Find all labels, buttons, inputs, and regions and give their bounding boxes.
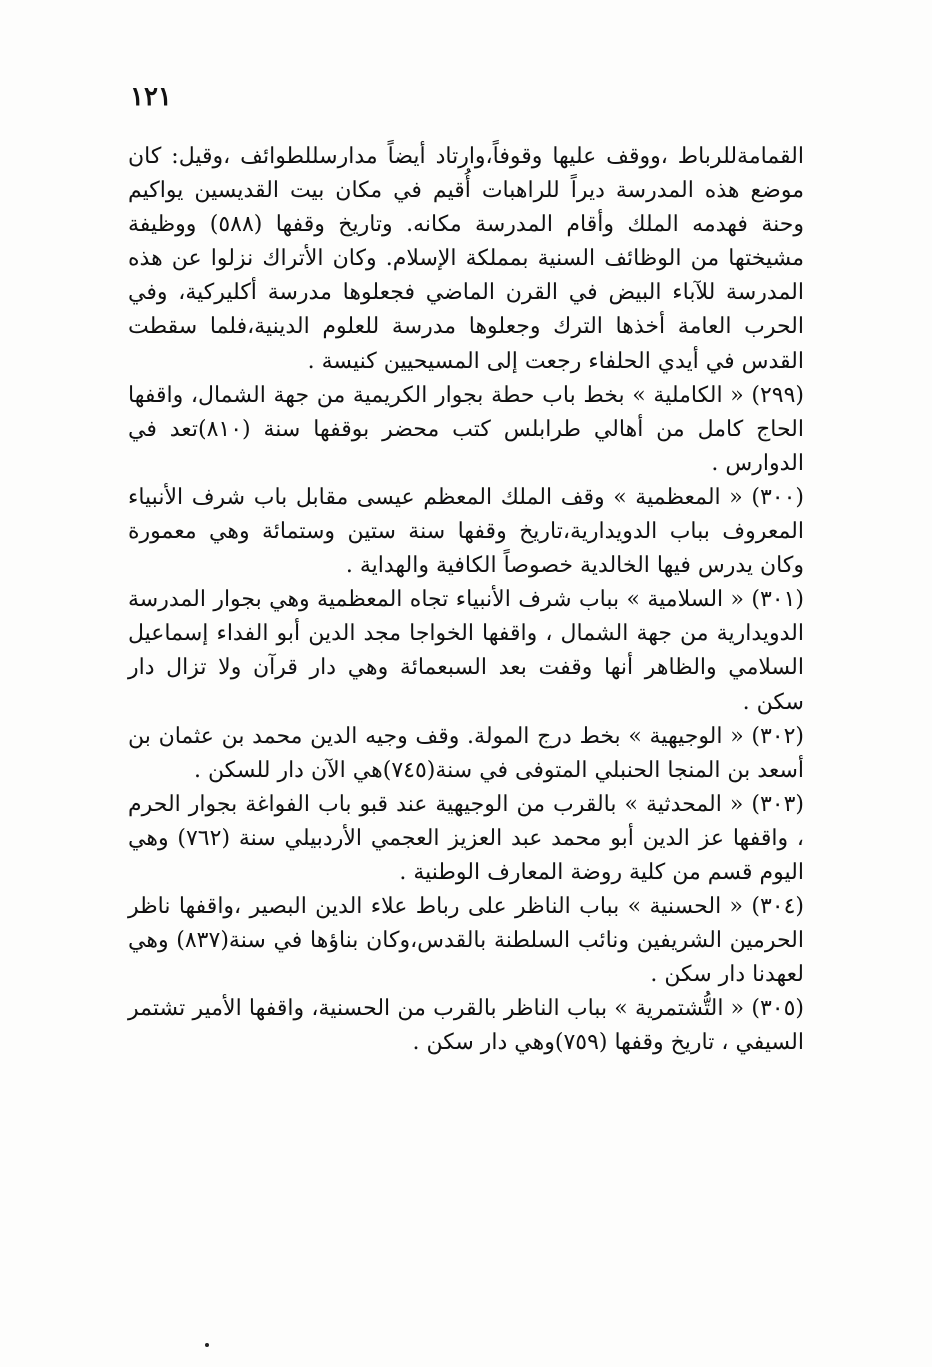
entry-299-kamiliya: (٢٩٩) « الكاملية » بخط باب حطة بجوار الكريمية من جهة الشمال، واقفها الحاج كامل من أهالي طرابلس كتب محضر بوقفها سنة (٨١٠)تعد في الدوارس . (128, 382, 804, 476)
entry-304-hasaniya: (٣٠٤) « الحسنية » بباب الناظر على رباط علاء الدين البصير ،واقفها ناظر الحرمين الشريفين ونائب السلطنة بالقدس،وكان بناؤها في سنة(٨٣٧) وهي لعهدنا دار سكن . (128, 894, 804, 988)
entry-303-muhaddithiya: (٣٠٣) « المحدثية » بالقرب من الوجيهية عند قبو باب الفواغة بجوار الحرم ، واقفها عز الدين أبو محمد عبد العزيز العجمي الأردبيلي سنة (٧٦٢) وهي اليوم قسم من كلية روضة المعارف الوطنية . (128, 791, 805, 885)
page-body-text (128, 140, 804, 1061)
ink-speck (205, 1343, 209, 1347)
paragraph-intro: القمامةللرباط ،ووقف عليها وقوفاً،وارتاد أيضاً مدارسللطوائف ،وقيل: كان موضع هذه المدرسة ديراً للراهبات أُقيم في مكان بيت القديسين يواكيم وحنة فهدمه الملك وأقام المدرسة مكانه. وتاريخ وقفها (٥٨٨) ووظيفة مشيختها من الوظائف السنية بمملكة الإسلام. وكان الأتراك نزلوا عن هذه المدرسة للآباء البيض في القرن الماضي فجعلوها مدرسة أكليركية، وفي الحرب العامة أخذها الترك وجعلوها مدرسة للعلوم الدينية،فلما سقطت القدس في أيدي الحلفاء رجعت إلى المسيحيين كنيسة . (128, 144, 804, 374)
entry-302-wajihiya: (٣٠٢) « الوجيهية » بخط درج المولة. وقف وجيه الدين محمد بن عثمان بن أسعد بن المنجا الحنبلي المتوفى في سنة(٧٤٥)هي الآن دار للسكن . (128, 723, 804, 783)
entry-305-tushtumuriya: (٣٠٥) « التُّشتمرية » بباب الناظر بالقرب من الحسنية، واقفها الأمير تشتمر السيفي ، تاريخ وقفها (٧٥٩)وهي دار سكن . (128, 996, 804, 1056)
entry-301-salamiya: (٣٠١) « السلامية » بباب شرف الأنبياء تجاه المعظمية وهي بجوار المدرسة الدويدارية من جهة الشمال ، واقفها الخواجا مجد الدين أبو الفداء إسماعيل السلامي والظاهر أنها وقفت بعد السبعمائة وهي دار قرآن ولا تزال دار سكن . (128, 587, 804, 715)
page-number: ١٢١ (130, 82, 172, 112)
entry-300-muazzamiya: (٣٠٠) « المعظمية » وقف الملك المعظم عيسى مقابل باب شرف الأنبياء المعروف بباب الدويدارية،تاريخ وقفها سنة ستين وستمائة وهي معمورة وكان يدرس فيها الخالدية خصوصاً الكافية والهداية . (128, 484, 804, 579)
